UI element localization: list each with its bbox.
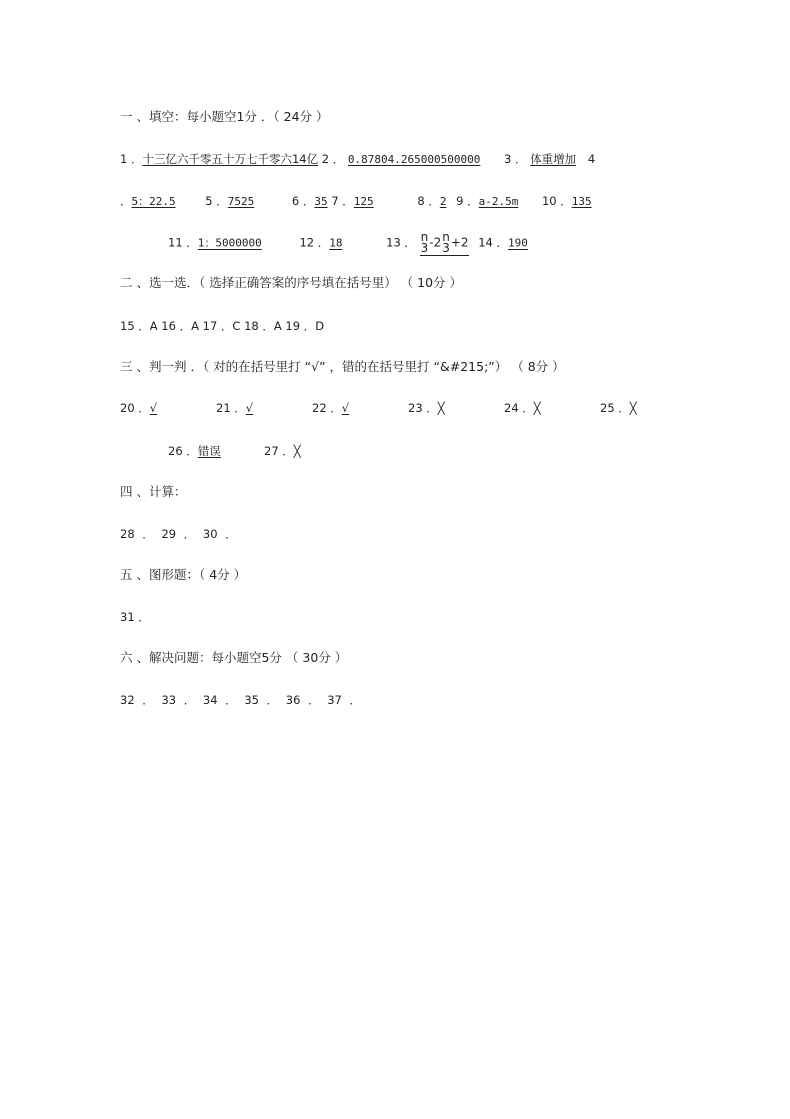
choice-answers: 15 ．A 16 ．A 17 ．C 18 ．A 19 ．D: [120, 319, 325, 333]
q25: [600, 400, 637, 416]
q24-number: 24 ．: [504, 401, 534, 415]
q3-answer: 体重增加: [530, 152, 577, 166]
q27-number: 27 ．: [264, 444, 294, 458]
q22-answer: √: [341, 401, 350, 415]
q8-number: 8 ．: [417, 194, 440, 208]
q1-number: 1 ．: [120, 152, 143, 166]
q23-answer: ╳: [437, 401, 445, 415]
q23-number: 23 ．: [408, 401, 438, 415]
q14-number: 14 ．: [478, 235, 508, 250]
q22: [312, 400, 349, 416]
q24: [504, 400, 541, 416]
answer-row-1: [120, 151, 595, 168]
calc-questions: 28 ． 29 ． 30 ．: [120, 527, 237, 541]
q5-answer: 7525: [227, 195, 255, 208]
q11-answer: 1：5000000: [197, 236, 262, 250]
q21: [216, 400, 253, 416]
section-calc-heading: 四 、计算：: [120, 484, 187, 499]
frac2-numerator: n: [442, 230, 450, 244]
section-shape-heading: 五 、图形题：（ 4分 ）: [120, 567, 247, 582]
solve-questions: 32 ． 33 ． 34 ． 35 ． 36 ． 37 ．: [120, 693, 362, 707]
q26-number: 26 ．: [168, 444, 198, 458]
q7-answer: 125: [353, 195, 374, 208]
frac-tail: +2: [450, 235, 469, 250]
q3-number: 3 ．: [504, 152, 527, 166]
q7-number: 7 ．: [331, 194, 354, 208]
q25-number: 25 ．: [600, 401, 630, 415]
q20-number: 20 ．: [120, 401, 150, 415]
q9-answer: a-2.5m: [478, 195, 519, 208]
q13-underline: [420, 255, 469, 256]
frac1-denominator: 3: [420, 241, 429, 255]
q21-answer: √: [245, 401, 254, 415]
shape-questions: 31 ．: [120, 610, 150, 624]
q4-dot: ．: [120, 194, 132, 208]
q13-answer: [420, 232, 469, 254]
q9-number: 9 ．: [456, 194, 479, 208]
q12-answer: 18: [329, 236, 343, 250]
q26-answer: 错误: [197, 444, 221, 458]
frac-mid: -2: [429, 235, 442, 250]
q21-number: 21 ．: [216, 401, 246, 415]
q4-number: 4: [587, 152, 596, 166]
q14-answer: 190: [508, 236, 528, 250]
q22-number: 22 ．: [312, 401, 342, 415]
q10-answer: 135: [571, 195, 592, 208]
q25-answer: ╳: [629, 401, 637, 415]
section-choice-heading: 二 、选一选．（ 选择正确答案的序号填在括号里） （ 10分 ）: [120, 275, 463, 290]
q24-answer: ╳: [533, 401, 541, 415]
q2-number: 2 ．: [321, 152, 345, 166]
section-solve-heading: 六 、解决问题：每小题空5分 （ 30分 ）: [120, 650, 348, 665]
answer-row-3: [168, 232, 528, 254]
q1-answer: 十三亿六千零五十万七千零六14亿: [142, 152, 319, 166]
q23: [408, 400, 445, 416]
q12-number: 12 ．: [299, 235, 330, 250]
q27: [264, 443, 301, 459]
q27-answer: ╳: [293, 444, 301, 458]
q5-number: 5 ．: [205, 194, 228, 208]
section-fill-blank-heading: 一 、填空：每小题空1分 ．（ 24分 ）: [120, 109, 329, 124]
q4-answer: 5：22.5: [131, 195, 176, 208]
q2-answer: 0.87804.265000500000: [347, 153, 481, 166]
q11-number: 11 ．: [168, 235, 198, 250]
q6-answer: 35: [314, 195, 328, 208]
frac2-denominator: 3: [442, 241, 450, 255]
q13-number: 13 ．: [386, 235, 416, 250]
answer-row-2: [120, 193, 592, 210]
q20: [120, 400, 157, 416]
q10-number: 10 ．: [541, 194, 572, 208]
frac1-numerator: n: [420, 230, 429, 244]
q20-answer: √: [149, 401, 158, 415]
q8-answer: 2: [439, 195, 447, 208]
q26: [168, 443, 221, 459]
section-judge-heading: 三 、判一判 ．（ 对的在括号里打 “√” ，错的在括号里打 “&#215;”） （ 8分 ）: [120, 359, 565, 374]
q6-number: 6 ．: [291, 194, 315, 208]
